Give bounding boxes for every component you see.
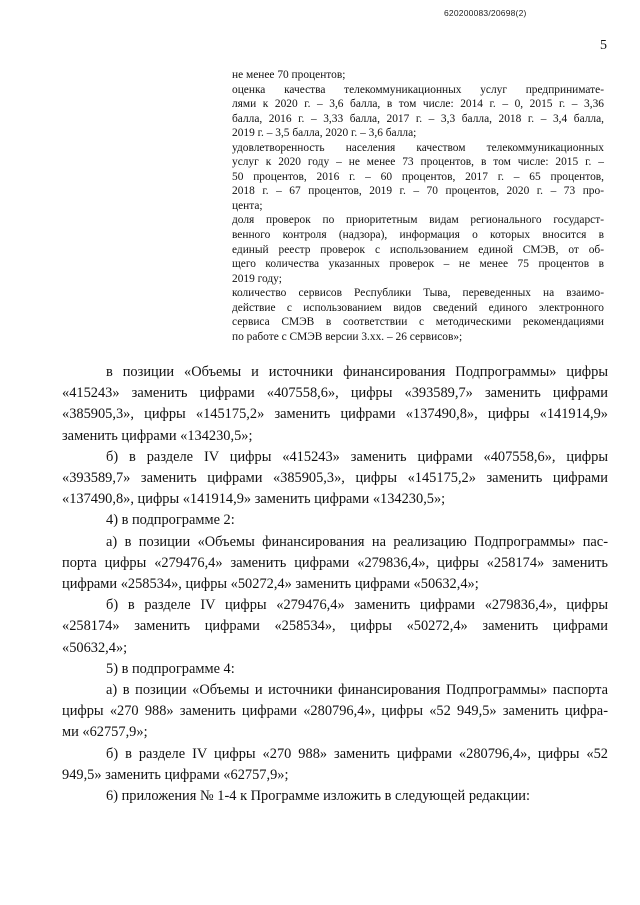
- list-line: балла, 2016 г. – 3,33 балла, 2017 г. – 3,3 балла, 2018 г. – 3,4 балла,: [232, 112, 604, 125]
- list-line: оценка качества телекоммуникационных услуг предпринимате-: [232, 83, 604, 96]
- body-line: «137490,8», цифры «141914,9» заменить цифрами «134230,5»;: [62, 491, 446, 508]
- body-line: «415243» заменить цифрами «407558,6», цифры «393589,7» заменить цифрами: [62, 385, 608, 402]
- list-line: 2019 г. – 3,5 балла, 2020 г. – 3,6 балла;: [232, 127, 417, 140]
- body-line: цифрами «258534», цифры «50272,4» заменить цифрами «50632,4»;: [62, 576, 479, 593]
- list-line: венного контроля (надзора), информация о которых вносится в: [232, 229, 604, 242]
- body-line: 4) в подпрограмме 2:: [106, 512, 235, 529]
- body-line: ми «62757,9»;: [62, 724, 148, 741]
- list-line: цента;: [232, 199, 263, 212]
- body-line: заменить цифрами «134230,5»;: [62, 427, 253, 444]
- body-line: 6) приложения № 1-4 к Программе изложить в следующей редакции:: [106, 788, 531, 805]
- body-line: в позиции «Объемы и источники финансирования Подпрограммы» цифры: [106, 364, 608, 380]
- list-line: лями к 2020 г. – 3,6 балла, в том числе: 2014 г. – 0, 2015 г. – 3,36: [232, 98, 604, 111]
- body-line: а) в позиции «Объемы и источники финансирования Подпрограммы» паспорта: [106, 682, 608, 699]
- list-line: услуг к 2020 году – не менее 73 процентов, в том числе: 2015 г. –: [232, 156, 604, 169]
- list-line: 2019 году;: [232, 272, 282, 285]
- body-line: «50632,4»;: [62, 639, 128, 656]
- list-line: щего количества указанных проверок – не менее 75 процентов в: [232, 258, 604, 271]
- body-line: 949,5» заменить цифрами «62757,9»;: [62, 766, 289, 783]
- document-code: 620200083/20698(2): [444, 8, 527, 18]
- body-line: порта цифры «279476,4» заменить цифрами «279836,4», цифры «258174» заменить: [62, 554, 608, 571]
- list-line: доля проверок по приоритетным видам регионального государст-: [232, 214, 604, 227]
- list-line: сервиса СМЭВ в соответствии с методическими рекомендациями: [232, 316, 604, 329]
- body-line: б) в разделе IV цифры «270 988» заменить цифрами «280796,4», цифры «52: [106, 745, 608, 762]
- list-line: 50 процентов, 2016 г. – 60 процентов, 2017 г. – 65 процентов,: [232, 170, 604, 183]
- list-line: не менее 70 процентов;: [232, 69, 346, 81]
- body-line: «385905,3», цифры «145175,2» заменить цифрами «137490,8», цифры «141914,9»: [62, 406, 608, 423]
- body-line: 5) в подпрограмме 4:: [106, 660, 235, 677]
- indicator-list-block: [232, 68, 604, 344]
- list-line: единый реестр проверок с использованием единой СМЭВ, от об-: [232, 243, 604, 256]
- list-line: по работе с СМЭВ версии 3.хх. – 26 сервисов»;: [232, 330, 463, 343]
- list-line: 2018 г. – 67 процентов, 2019 г. – 70 процентов, 2020 г. – 73 про-: [232, 185, 604, 198]
- body-line: цифры «270 988» заменить цифрами «280796,4», цифры «52 949,5» заменить цифра-: [62, 703, 608, 720]
- body-line: а) в позиции «Объемы финансирования на реализацию Подпрограммы» пас-: [106, 533, 608, 550]
- body-line: б) в разделе IV цифры «415243» заменить цифрами «407558,6», цифры: [106, 448, 608, 465]
- list-line: удовлетворенность населения качеством телекоммуникационных: [232, 141, 604, 154]
- page-number: 5: [600, 38, 607, 53]
- amendments-body: [62, 362, 608, 807]
- list-line: количество сервисов Республики Тыва, переведенных на взаимо-: [232, 287, 604, 300]
- body-line: б) в разделе IV цифры «279476,4» заменить цифрами «279836,4», цифры: [106, 597, 608, 614]
- body-line: «258174» заменить цифрами «258534», цифры «50272,4» заменить цифрами: [62, 618, 608, 635]
- list-line: действие с использованием видов сведений единого электронного: [232, 301, 604, 314]
- body-line: «393589,7» заменить цифрами «385905,3», цифры «145175,2» заменить цифрами: [62, 470, 608, 487]
